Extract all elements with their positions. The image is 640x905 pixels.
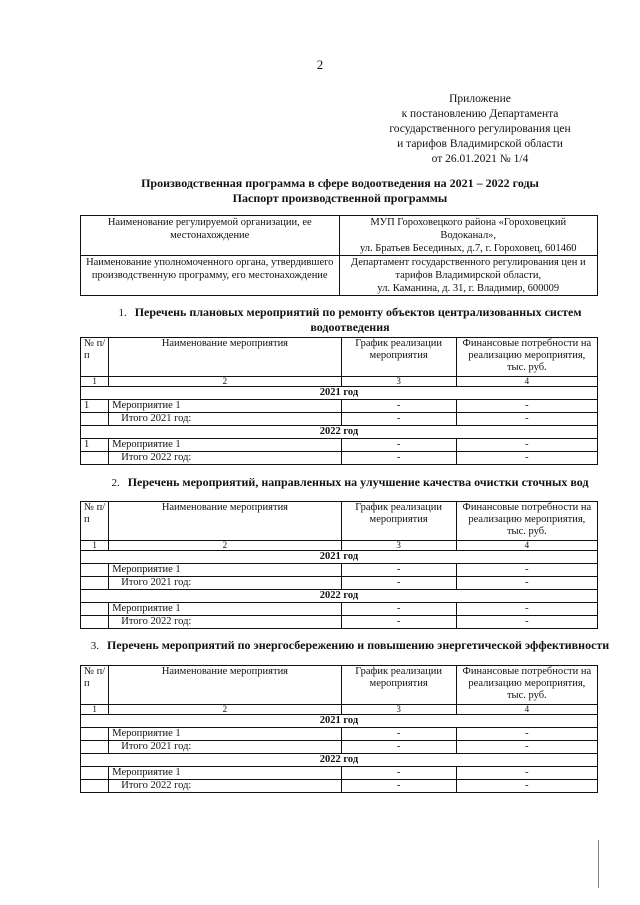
total-label: Итого 2022 год: <box>109 616 341 629</box>
section-title <box>90 475 610 490</box>
table-row <box>81 603 598 616</box>
table-row <box>81 741 598 754</box>
index-cell: 3 <box>341 541 456 551</box>
schedule-cell: - <box>341 616 456 629</box>
schedule-cell: - <box>341 741 456 754</box>
finance-cell: - <box>456 603 597 616</box>
item-num <box>81 780 109 793</box>
section-number: 2. <box>111 477 120 489</box>
schedule-cell: - <box>341 400 456 413</box>
table-row <box>81 728 598 741</box>
item-name: Мероприятие 1 <box>109 564 341 577</box>
appendix-line: и тарифов Владимирской области <box>397 138 563 150</box>
item-num: 1 <box>81 439 109 452</box>
year-row <box>81 387 598 400</box>
item-name: Мероприятие 1 <box>109 603 341 616</box>
section-table <box>80 501 598 629</box>
table-row <box>81 780 598 793</box>
section-title-text: Перечень мероприятий, направленных на улучшение качества очистки сточных вод <box>127 475 589 489</box>
year-label: 2021 год <box>81 387 598 400</box>
header-name: Наименование мероприятия <box>109 502 341 541</box>
index-cell: 1 <box>81 541 109 551</box>
header-name: Наименование мероприятия <box>109 338 341 377</box>
total-label: Итого 2021 год: <box>109 413 341 426</box>
passport-label: Наименование регулируемой организации, ее местонахождение <box>81 216 340 256</box>
page-number: 2 <box>316 57 324 72</box>
section-number: 1. <box>118 307 127 319</box>
index-cell: 2 <box>109 377 341 387</box>
section-title <box>90 638 610 653</box>
table-row <box>81 577 598 590</box>
item-name: Мероприятие 1 <box>109 439 341 452</box>
header-schedule: График реализации мероприятия <box>341 502 456 541</box>
passport-value-line: МУП Гороховецкого района «Гороховецкий Водоканал», <box>370 217 567 241</box>
table-header-row <box>81 502 598 541</box>
table-row <box>81 616 598 629</box>
index-cell: 4 <box>456 377 597 387</box>
table-row <box>81 564 598 577</box>
finance-cell: - <box>456 452 597 465</box>
table-header-row <box>81 666 598 705</box>
header-num: № п/п <box>81 338 109 377</box>
table-header-row <box>81 338 598 377</box>
schedule-cell: - <box>341 452 456 465</box>
schedule-cell: - <box>341 564 456 577</box>
schedule-cell: - <box>341 780 456 793</box>
schedule-cell: - <box>341 767 456 780</box>
total-label: Итого 2021 год: <box>109 741 341 754</box>
title-subline: Паспорт производственной программы <box>232 191 448 205</box>
year-label: 2022 год <box>81 426 598 439</box>
index-row <box>81 705 598 715</box>
finance-cell: - <box>456 741 597 754</box>
item-num: 1 <box>81 400 109 413</box>
finance-cell: - <box>456 439 597 452</box>
year-label: 2022 год <box>81 754 598 767</box>
header-finance: Финансовые потребности на реализацию мероприятия, тыс. руб. <box>456 502 597 541</box>
year-label: 2021 год <box>81 715 598 728</box>
section-title-text: Перечень мероприятий по энергосбережению и повышению энергетической эффективности <box>107 638 610 652</box>
index-cell: 2 <box>109 705 341 715</box>
schedule-cell: - <box>341 728 456 741</box>
header-finance: Финансовые потребности на реализацию мероприятия, тыс. руб. <box>456 338 597 377</box>
appendix-line: от 26.01.2021 № 1/4 <box>431 153 529 165</box>
finance-cell: - <box>456 564 597 577</box>
table-row <box>81 439 598 452</box>
index-cell: 4 <box>456 705 597 715</box>
item-num <box>81 767 109 780</box>
section-table <box>80 665 598 793</box>
finance-cell: - <box>456 728 597 741</box>
passport-label: Наименование уполномоченного органа, утвердившего производственную программу, его местонахождение <box>81 256 340 296</box>
margin-mark <box>598 840 599 888</box>
year-row <box>81 551 598 564</box>
item-num <box>81 452 109 465</box>
table-row <box>81 413 598 426</box>
table-row <box>81 256 598 296</box>
item-name: Мероприятие 1 <box>109 767 341 780</box>
item-num <box>81 741 109 754</box>
item-name: Мероприятие 1 <box>109 728 341 741</box>
header-schedule: График реализации мероприятия <box>341 666 456 705</box>
index-cell: 4 <box>456 541 597 551</box>
index-cell: 2 <box>109 541 341 551</box>
appendix-line: государственного регулирования цен <box>389 123 571 135</box>
item-num <box>81 577 109 590</box>
table-row <box>81 452 598 465</box>
document-title <box>0 176 640 206</box>
index-cell: 3 <box>341 705 456 715</box>
finance-cell: - <box>456 413 597 426</box>
year-row <box>81 590 598 603</box>
finance-cell: - <box>456 767 597 780</box>
year-label: 2022 год <box>81 590 598 603</box>
passport-value-line: Департамент государственного регулирования цен и тарифов Владимирской области, <box>350 257 586 281</box>
total-label: Итого 2021 год: <box>109 577 341 590</box>
appendix-line: Приложение <box>449 93 511 105</box>
year-row <box>81 754 598 767</box>
schedule-cell: - <box>341 577 456 590</box>
schedule-cell: - <box>341 603 456 616</box>
index-row <box>81 541 598 551</box>
index-cell: 3 <box>341 377 456 387</box>
passport-table <box>80 215 598 296</box>
item-num <box>81 616 109 629</box>
year-label: 2021 год <box>81 551 598 564</box>
section-title-text: Перечень плановых мероприятий по ремонту объектов централизованных систем водоотведения <box>134 305 582 334</box>
finance-cell: - <box>456 780 597 793</box>
year-row <box>81 715 598 728</box>
appendix-line: к постановлению Департамента <box>401 108 559 120</box>
header-num: № п/п <box>81 666 109 705</box>
header-name: Наименование мероприятия <box>109 666 341 705</box>
schedule-cell: - <box>341 439 456 452</box>
appendix-block <box>380 92 580 167</box>
section-title <box>90 305 610 334</box>
index-cell: 1 <box>81 377 109 387</box>
item-num <box>81 603 109 616</box>
finance-cell: - <box>456 400 597 413</box>
passport-value <box>339 256 598 296</box>
item-name: Мероприятие 1 <box>109 400 341 413</box>
table-row <box>81 767 598 780</box>
item-num <box>81 728 109 741</box>
section-table <box>80 337 598 465</box>
title-line: Производственная программа в сфере водоотведения на 2021 – 2022 годы <box>141 176 539 190</box>
section-number: 3. <box>90 640 100 652</box>
finance-cell: - <box>456 577 597 590</box>
index-cell: 1 <box>81 705 109 715</box>
passport-value-line: ул. Каманина, д. 31, г. Владимир, 600009 <box>377 283 560 294</box>
passport-value <box>339 216 598 256</box>
table-row <box>81 216 598 256</box>
header-finance: Финансовые потребности на реализацию мероприятия, тыс. руб. <box>456 666 597 705</box>
item-num <box>81 413 109 426</box>
total-label: Итого 2022 год: <box>109 452 341 465</box>
header-schedule: График реализации мероприятия <box>341 338 456 377</box>
year-row <box>81 426 598 439</box>
index-row <box>81 377 598 387</box>
passport-value-line: ул. Братьев Бесединых, д.7, г. Гороховец, 601460 <box>360 243 577 254</box>
table-row <box>81 400 598 413</box>
finance-cell: - <box>456 616 597 629</box>
header-num: № п/п <box>81 502 109 541</box>
item-num <box>81 564 109 577</box>
schedule-cell: - <box>341 413 456 426</box>
total-label: Итого 2022 год: <box>109 780 341 793</box>
